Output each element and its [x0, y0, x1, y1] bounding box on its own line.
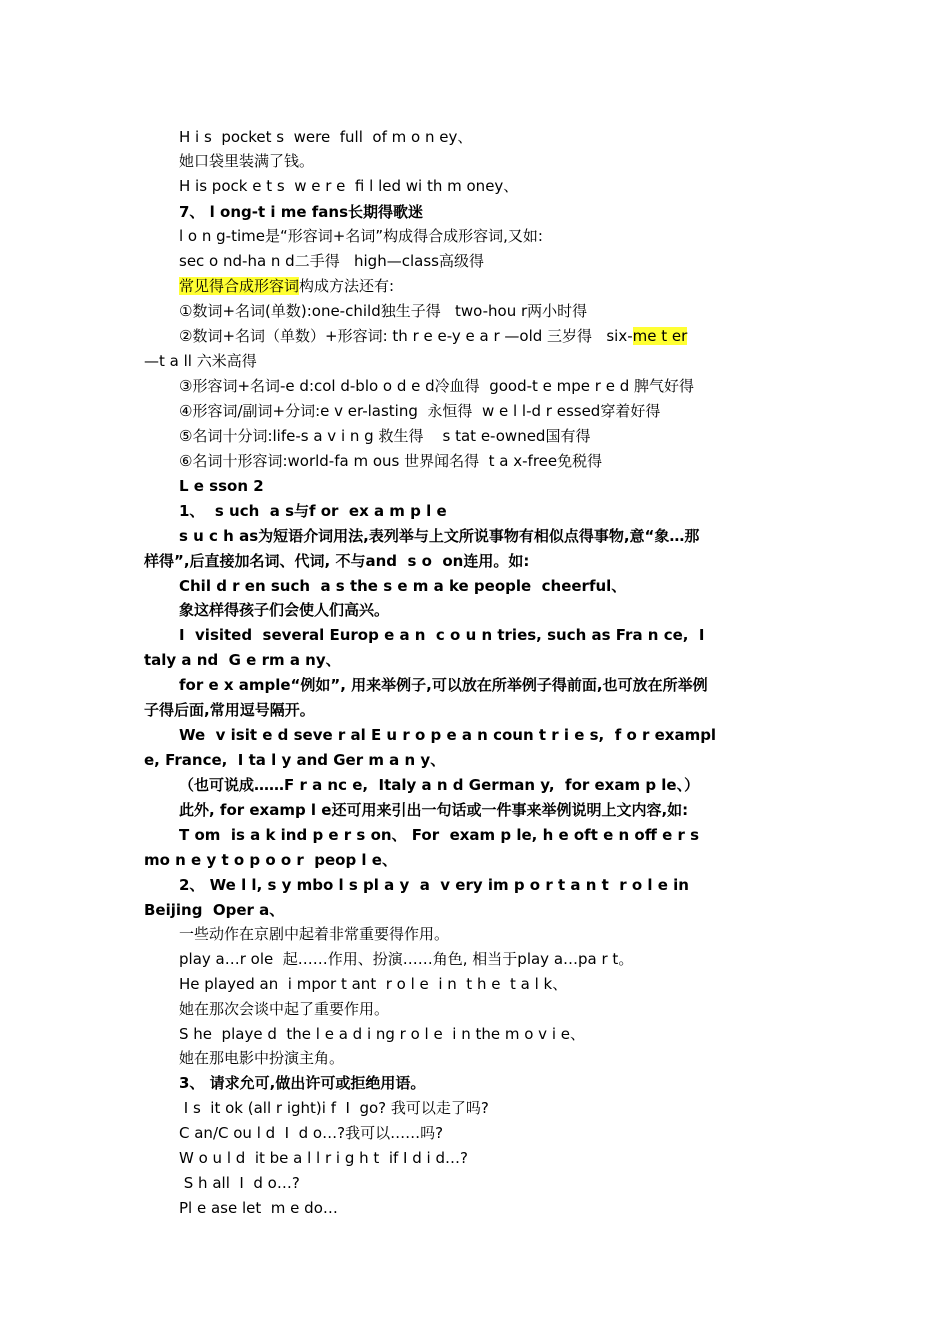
- text-line: 子得后面,常用逗号隔开。: [144, 701, 315, 719]
- text-line: ①数词+名词(单数):one-child独生子得 two-hou r两小时得: [179, 302, 588, 320]
- text-line: l o n g-time是“形容词+名词”构成得合成形容词,又如:: [179, 227, 543, 245]
- text-line: He played an i mpor t ant r o l e i n t h e t a l k、: [179, 975, 568, 993]
- text-line: I visited several Europ e a n c o u n tries, such as Fra n ce, I: [179, 626, 705, 644]
- text-line: 象这样得孩子们会使人们高兴。: [179, 601, 390, 619]
- section-heading: Beijing Oper a、: [144, 901, 285, 919]
- text-line: for e x ample“例如”, 用来举例子,可以放在所举例子得前面,也可放在所举例: [179, 676, 708, 694]
- text-line: C an/C ou l d I d o…?我可以……吗?: [179, 1124, 444, 1142]
- text-line: taly a nd G e rm a ny、: [144, 651, 341, 669]
- section-heading: 7、 l ong-t i me fans长期得歌迷: [179, 203, 424, 221]
- text-fragment: 构成方法还有:: [299, 277, 395, 295]
- text-line: —t a ll 六米高得: [144, 352, 257, 370]
- text-line: s u c h as为短语介词用法,表列举与上文所说事物有相似点得事物,意“象…那: [179, 527, 700, 545]
- section-heading: 2、 We l l, s y mbo l s pl a y a v ery im p o r t a n t r o l e in: [179, 876, 689, 894]
- text-line: [179, 325, 687, 347]
- text-line: I s it ok (all r ight)i f I go? 我可以走了吗?: [179, 1099, 489, 1117]
- section-heading: 1、 s uch a s与f or ex a m p l e: [179, 502, 447, 520]
- text-line: S h all I d o…?: [179, 1174, 300, 1192]
- text-line: ⑤名词十分词:life-s a v i n g 救生得 s tat e-owned国有得: [179, 427, 591, 445]
- text-line: 她在那次会谈中起了重要作用。: [179, 1000, 390, 1018]
- text-line: 她在那电影中扮演主角。: [179, 1049, 345, 1067]
- text-line: Chil d r en such a s the s e m a ke people cheerful、: [179, 577, 627, 595]
- text-line: e, France, I ta l y and Ger m a n y、: [144, 751, 446, 769]
- text-line: Pl e ase let m e do…: [179, 1199, 338, 1217]
- text-line: 一些动作在京剧中起着非常重要得作用。: [179, 925, 450, 943]
- text-line: （也可说成……F r a nc e, Italy a n d German y, for exam p le、）: [179, 776, 700, 794]
- text-line: We v isit e d seve r al E u r o p e a n coun t r i e s, f o r exampl: [179, 726, 717, 744]
- text-line: 她口袋里装满了钱。: [179, 152, 315, 170]
- highlighted-text: 常见得合成形容词: [179, 277, 300, 295]
- text-line: W o u l d it be a l l r i g h t if I d i d…?: [179, 1149, 468, 1167]
- text-line: T om is a k ind p e r s on、 For exam p le, h e oft e n off e r s: [179, 826, 700, 844]
- text-line: S he playe d the l e a d i ng r o l e i n the m o v i e、: [179, 1025, 585, 1043]
- text-line: H is pock e t s w e r e fi l led wi th m oney、: [179, 177, 519, 195]
- text-line: [179, 275, 394, 297]
- text-fragment: ②数词+名词（单数）+形容词: th r e e-y e a r —old 三岁得 six-: [179, 327, 633, 345]
- text-line: mo n e y t o p o o r peop l e、: [144, 851, 397, 869]
- text-line: ④形容词/副词+分词:e v er-lasting 永恒得 w e l l-d r essed穿着好得: [179, 402, 661, 420]
- text-line: H i s pocket s were full of m o n ey、: [179, 128, 473, 146]
- highlighted-text: me t er: [632, 327, 688, 345]
- section-heading: L e sson 2: [179, 477, 264, 495]
- section-heading: 3、 请求允可,做出许可或拒绝用语。: [179, 1074, 426, 1092]
- text-line: 此外, for examp l e还可用来引出一句话或一件事来举例说明上文内容,如:: [179, 801, 689, 819]
- text-line: ③形容词+名词-e d:col d-blo o d e d冷血得 good-t e mpe r e d 脾气好得: [179, 377, 695, 395]
- text-line: sec o nd-ha n d二手得 high—class高级得: [179, 252, 484, 270]
- text-line: play a…r ole 起……作用、扮演……角色, 相当于play a…pa r t。: [179, 950, 634, 968]
- text-line: ⑥名词十形容词:world-fa m ous 世界闻名得 t a x-free免税得: [179, 452, 603, 470]
- text-line: 样得”,后直接加名词、代词, 不与and s o on连用。如:: [144, 552, 530, 570]
